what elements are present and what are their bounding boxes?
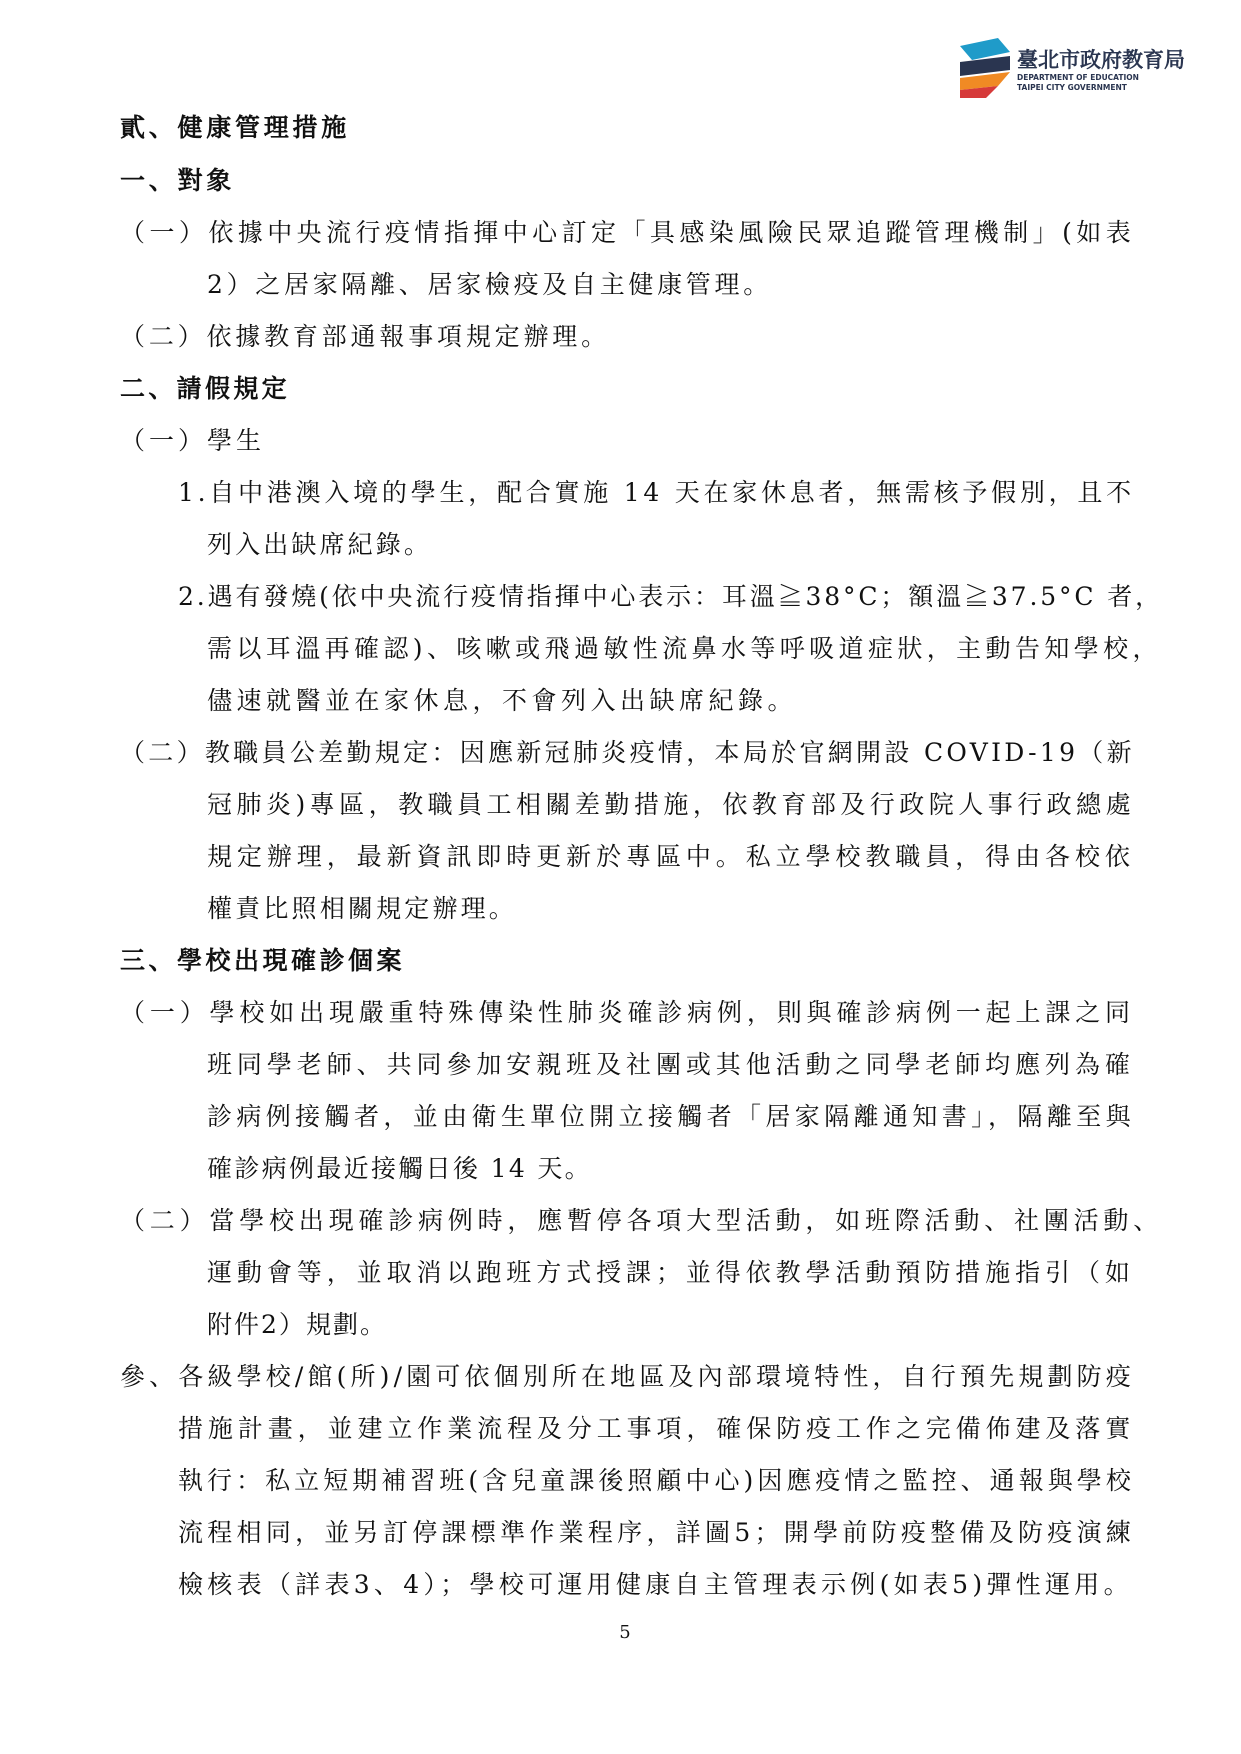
section-heading: 三、學校出現確診個案 — [120, 946, 406, 975]
paragraph-line: 檢核表（詳表3、4）；學校可運用健康自主管理表示例(如表5)彈性運用。 — [178, 1570, 1133, 1599]
paragraph-line: 列入出缺席紀錄。 — [207, 530, 432, 559]
paragraph-line: 規定辦理，最新資訊即時更新於專區中。私立學校教職員，得由各校依 — [207, 842, 1135, 871]
department-logo — [960, 38, 1220, 100]
section-heading: 貳、健康管理措施 — [120, 113, 351, 142]
paragraph-line: 流程相同，並另訂停課標準作業程序，詳圖5；開學前防疫整備及防疫演練 — [178, 1518, 1136, 1547]
paragraph-line: 附件2）規劃。 — [207, 1310, 387, 1339]
paragraph-line: 運動會等，並取消以跑班方式授課；並得依教學活動預防措施指引（如 — [207, 1258, 1135, 1287]
paragraph-line: 措施計畫，並建立作業流程及分工事項，確保防疫工作之完備佈建及落實 — [178, 1414, 1136, 1443]
paragraph-line: 權責比照相關規定辦理。 — [207, 894, 517, 923]
paragraph-line: 需以耳溫再確認)、咳嗽或飛過敏性流鼻水等呼吸道症狀，主動告知學校， — [207, 634, 1162, 663]
page-number: 5 — [619, 1622, 631, 1643]
paragraph-line: 班同學老師、共同參加安親班及社團或其他活動之同學老師均應列為確 — [207, 1050, 1135, 1079]
paragraph-line: （二）教職員公差勤規定：因應新冠肺炎疫情，本局於官網開設 COVID-19（新 — [120, 738, 1135, 767]
paragraph-line: 診病例接觸者，並由衛生單位開立接觸者「居家隔離通知書」，隔離至與 — [207, 1102, 1135, 1131]
paragraph-line: 2）之居家隔離、居家檢疫及自主健康管理。 — [207, 270, 772, 299]
paragraph-line: （一）學校如出現嚴重特殊傳染性肺炎確診病例，則與確診病例一起上課之同 — [120, 998, 1135, 1027]
paragraph-line: 執行：私立短期補習班(含兒童課後照顧中心)因應疫情之監控、通報與學校 — [178, 1466, 1135, 1495]
section-heading: 二、請假規定 — [120, 374, 290, 403]
paragraph-line: 1.自中港澳入境的學生，配合實施 14 天在家休息者，無需核予假別，且不 — [178, 478, 1135, 507]
paragraph-line: （一）學生 — [120, 426, 266, 455]
paragraph-line: （二）依據教育部通報事項規定辦理。 — [120, 322, 610, 351]
paragraph-line: （一）依據中央流行疫情指揮中心訂定「具感染風險民眾追蹤管理機制」(如表 — [120, 218, 1136, 247]
paragraph-line: （二）當學校出現確診病例時，應暫停各項大型活動，如班際活動、社團活動、 — [120, 1206, 1164, 1235]
paragraph-line: 冠肺炎)專區，教職員工相關差勤措施，依教育部及行政院人事行政總處 — [207, 790, 1136, 819]
paragraph-line: 儘速就醫並在家休息，不會列入出缺席紀錄。 — [207, 686, 798, 715]
section-heading: 一、對象 — [120, 166, 236, 195]
paragraph-line: 確診病例最近接觸日後 14 天。 — [207, 1154, 592, 1183]
logo-subtitle-en: DEPARTMENT OF EDUCATION — [1017, 73, 1139, 82]
paragraph-line: 2.遇有發燒(依中央流行疫情指揮中心表示：耳溫≧38°C；額溫≧37.5°C 者， — [178, 582, 1163, 611]
logo-mark-icon — [960, 38, 1010, 98]
paragraph-line: 參、各級學校/館(所)/園可依個別所在地區及內部環境特性，自行預先規劃防疫 — [120, 1362, 1135, 1391]
logo-title: 臺北市政府教育局 — [1017, 48, 1185, 72]
logo-subtitle-en-2: TAIPEI CITY GOVERNMENT — [1017, 83, 1127, 92]
